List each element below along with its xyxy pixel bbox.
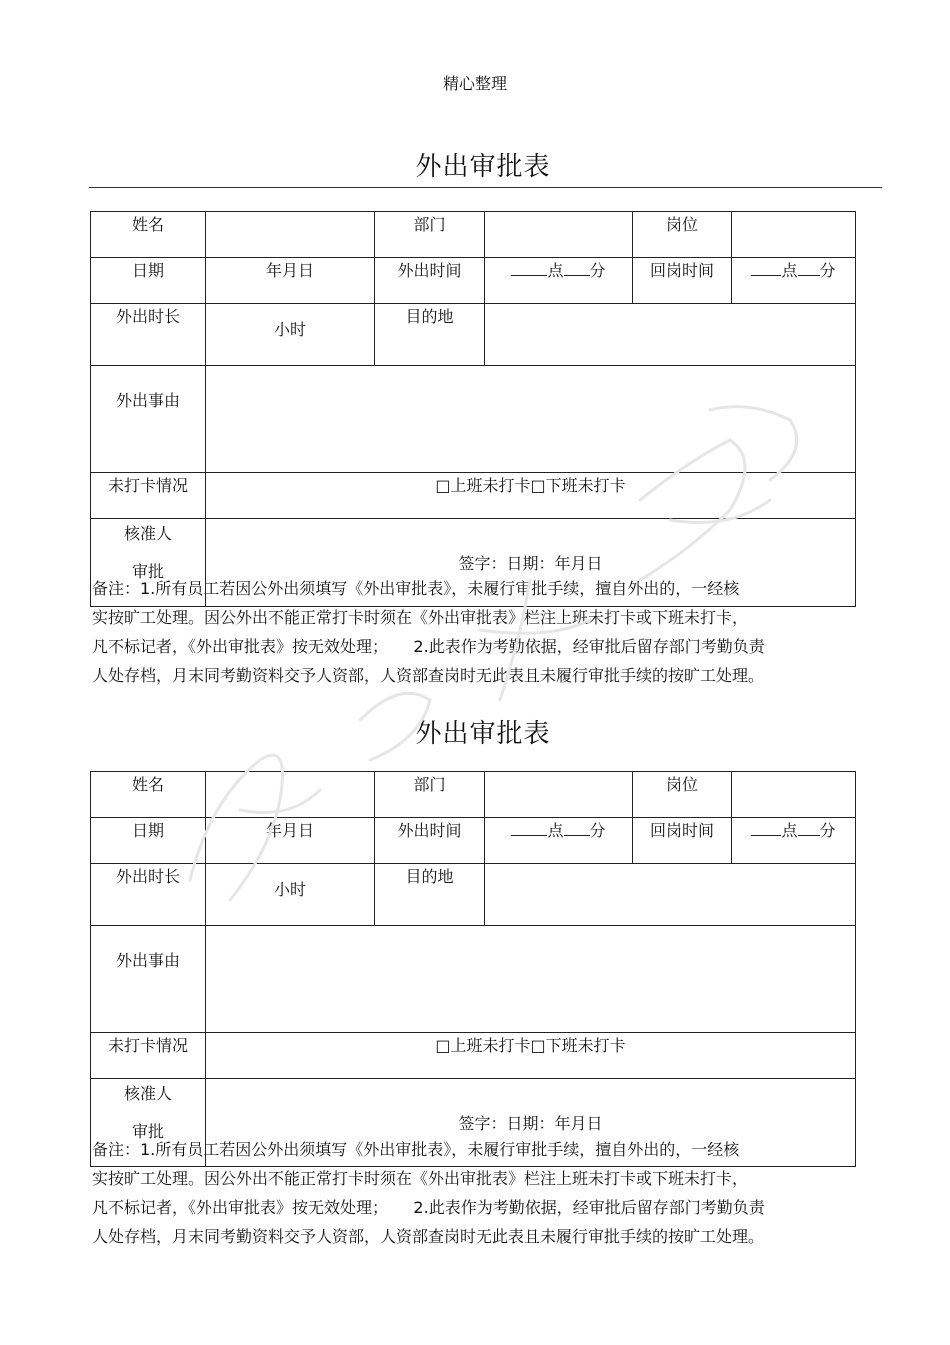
note-line: 人处存档，月末同考勤资料交予人资部，人资部查岗时无此表且未履行审批手续的按旷工处理。: [92, 666, 765, 685]
note-line: 备注：1.所有员工若因公外出须填写《外出审批表》，未履行审批手续，擅自外出的，一经核: [92, 579, 740, 598]
name-label: 姓名: [91, 212, 206, 258]
page-header: 精心整理: [442, 74, 507, 93]
date-field[interactable]: 年月日: [206, 818, 375, 864]
signature-field[interactable]: 签字：日期：年月日: [206, 519, 856, 607]
header-divider: [89, 187, 882, 188]
out-time-label: 外出时间: [375, 258, 485, 304]
out-time-field[interactable]: [485, 818, 633, 864]
return-time-field[interactable]: [732, 258, 856, 304]
duration-label: 外出时长: [91, 864, 206, 926]
duration-label: 外出时长: [91, 304, 206, 366]
out-time-field[interactable]: [485, 258, 633, 304]
destination-field[interactable]: [485, 864, 856, 926]
minute-blank[interactable]: [564, 259, 590, 276]
out-time-label: 外出时间: [375, 818, 485, 864]
dian-text: 点: [781, 821, 798, 840]
fen-text: 分: [819, 261, 836, 280]
minute-blank[interactable]: [798, 819, 820, 836]
table-row: [91, 304, 856, 366]
department-field[interactable]: [485, 772, 633, 818]
reason-label: 外出事由: [91, 926, 206, 1033]
destination-field[interactable]: [485, 304, 856, 366]
table-row: [91, 926, 856, 1033]
table-row: [91, 212, 856, 258]
minute-blank[interactable]: [798, 259, 820, 276]
approval-form-table: [90, 211, 856, 607]
note-line: 实按旷工处理。因公外出不能正常打卡时须在《外出审批表》栏注上班未打卡或下班未打卡，: [92, 1169, 749, 1188]
date-field[interactable]: 年月日: [206, 258, 375, 304]
approver-label-line2: 审批: [131, 1122, 164, 1141]
hour-blank[interactable]: [511, 259, 547, 276]
duration-field[interactable]: 小时: [206, 304, 375, 366]
fen-text: 分: [589, 821, 606, 840]
approver-label-line1: 核准人: [123, 1084, 172, 1103]
dian-text: 点: [547, 261, 564, 280]
name-label: 姓名: [91, 772, 206, 818]
note-line: 实按旷工处理。因公外出不能正常打卡时须在《外出审批表》栏注上班未打卡或下班未打卡，: [92, 608, 749, 627]
department-field[interactable]: [485, 212, 633, 258]
date-label: 日期: [91, 818, 206, 864]
no-punch-options[interactable]: □上班未打卡□下班未打卡: [206, 1033, 856, 1079]
approver-label-line1: 核准人: [123, 524, 172, 543]
note-line: 凡不标记者，《外出审批表》按无效处理； 2.此表作为考勤依据，经审批后留存部门考勤负责: [92, 1198, 765, 1217]
form-title: 外出审批表: [415, 719, 551, 749]
hour-blank[interactable]: [751, 819, 781, 836]
name-field[interactable]: [206, 772, 375, 818]
no-punch-label: 未打卡情况: [91, 1033, 206, 1079]
position-field[interactable]: [732, 212, 856, 258]
destination-label: 目的地: [375, 304, 485, 366]
table-row: [91, 772, 856, 818]
department-label: 部门: [375, 212, 485, 258]
reason-label: 外出事由: [91, 366, 206, 473]
table-row: [91, 864, 856, 926]
approval-form-table: [90, 771, 856, 1167]
approver-label-line2: 审批: [131, 562, 164, 581]
dian-text: 点: [781, 261, 798, 280]
no-punch-label: 未打卡情况: [91, 473, 206, 519]
position-label: 岗位: [633, 212, 732, 258]
table-row: [91, 818, 856, 864]
table-row: [91, 1033, 856, 1079]
name-field[interactable]: [206, 212, 375, 258]
reason-field[interactable]: [206, 926, 856, 1033]
no-punch-options[interactable]: □上班未打卡□下班未打卡: [206, 473, 856, 519]
table-row: [91, 366, 856, 473]
note-line: 人处存档，月末同考勤资料交予人资部，人资部查岗时无此表且未履行审批手续的按旷工处理。: [92, 1227, 765, 1246]
department-label: 部门: [375, 772, 485, 818]
duration-field[interactable]: 小时: [206, 864, 375, 926]
table-row: [91, 258, 856, 304]
form-title: 外出审批表: [415, 152, 551, 182]
note-line: 备注：1.所有员工若因公外出须填写《外出审批表》，未履行审批手续，擅自外出的，一经核: [92, 1140, 740, 1159]
dian-text: 点: [547, 821, 564, 840]
destination-label: 目的地: [375, 864, 485, 926]
date-label: 日期: [91, 258, 206, 304]
return-time-field[interactable]: [732, 818, 856, 864]
fen-text: 分: [819, 821, 836, 840]
position-field[interactable]: [732, 772, 856, 818]
hour-blank[interactable]: [751, 259, 781, 276]
signature-field[interactable]: 签字：日期：年月日: [206, 1079, 856, 1167]
return-time-label: 回岗时间: [633, 818, 732, 864]
fen-text: 分: [589, 261, 606, 280]
note-line: 凡不标记者，《外出审批表》按无效处理； 2.此表作为考勤依据，经审批后留存部门考勤负责: [92, 637, 765, 656]
return-time-label: 回岗时间: [633, 258, 732, 304]
position-label: 岗位: [633, 772, 732, 818]
table-row: [91, 473, 856, 519]
notes: [92, 574, 872, 690]
minute-blank[interactable]: [564, 819, 590, 836]
hour-blank[interactable]: [511, 819, 547, 836]
notes: [92, 1135, 872, 1251]
reason-field[interactable]: [206, 366, 856, 473]
